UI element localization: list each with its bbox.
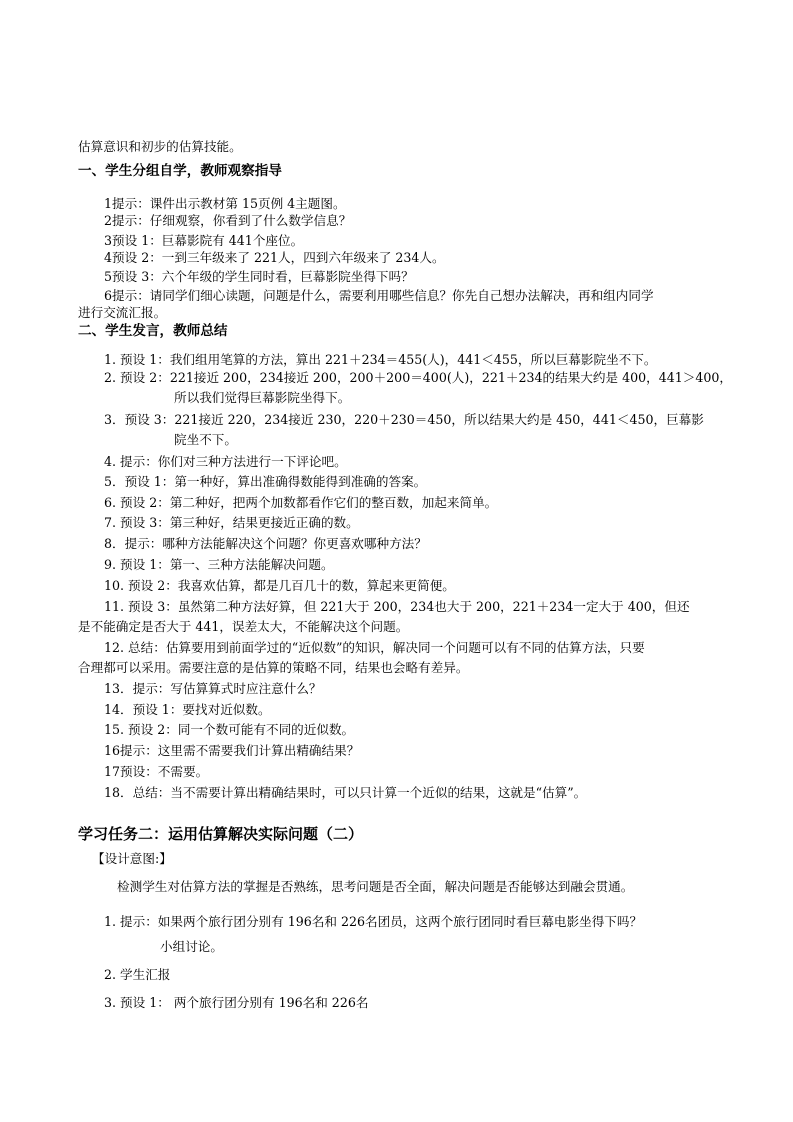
section2-line: 6. 预设 2：第二种好，把两个加数都看作它们的整百数，加起来简单。 — [104, 495, 498, 510]
section1-line: 进行交流汇报。 — [78, 305, 167, 320]
section1-line: 5预设 3：六个年级的学生同时看，巨幕影院坐得下吗？ — [104, 269, 414, 284]
section2-line: 18．总结：当不需要计算出精确结果时，可以只计算一个近似的结果，这就是“估算”。 — [104, 785, 587, 800]
section1-line: 3预设 1：巨幕影院有 441个座位。 — [104, 233, 304, 248]
section2-line: 是不能确定是否大于 441，误差太大，不能解决这个问题。 — [78, 619, 409, 634]
task2-line: 2. 学生汇报 — [104, 967, 171, 982]
section2-line: 所以我们觉得巨幕影院坐得下。 — [174, 390, 351, 405]
section2-line: 10. 预设 2：我喜欢估算，都是几百几十的数，算起来更简便。 — [104, 578, 455, 593]
section2-line: 4. 提示：你们对三种方法进行一下评论吧。 — [104, 454, 347, 469]
intro-text: 估算意识和初步的估算技能。 — [78, 139, 242, 154]
section2-line: 16提示：这里需不需要我们计算出精确结果？ — [104, 743, 360, 758]
section1-line: 2提示：仔细观察，你看到了什么数学信息？ — [104, 213, 352, 228]
section2-line: 5．预设 1：第一种好，算出准确得数能得到准确的答案。 — [104, 474, 427, 489]
section1-line: 6提示：请同学们细心读题，问题是什么，需要利用哪些信息？你先自己想办法解决，再和组内同学 — [104, 288, 654, 303]
design-intent-label: 【设计意图:】 — [92, 851, 172, 866]
section2-line: 3．预设 3：221接近 220，234接近 230，220＋230＝450，所以结果大约是 450，441＜450，巨幕影 — [104, 412, 704, 427]
section2-line: 11. 预设 3：虽然第二种方法好算，但 221大于 200，234也大于 200，221＋234一定大于 400，但还 — [104, 599, 690, 614]
section1-line: 1提示：课件出示教材第 15页例 4主题图。 — [104, 196, 346, 211]
section2-line: 8．提示：哪种方法能解决这个问题？你更喜欢哪种方法？ — [104, 536, 427, 551]
task2-line: 小组讨论。 — [160, 939, 223, 954]
task2-heading: 学习任务二：运用估算解决实际问题（二） — [78, 825, 364, 843]
section2-line: 合理都可以采用。需要注意的是估算的策略不同，结果也会略有差异。 — [78, 660, 469, 675]
section2-line: 院坐不下。 — [174, 432, 237, 447]
task2-line: 3. 预设 1： 两个旅行团分别有 196名和 226名 — [104, 995, 369, 1010]
section2-line: 2. 预设 2：221接近 200，234接近 200，200＋200＝400(人)，221＋234的结果大约是 400，441＞400， — [104, 370, 732, 385]
section2-line: 1. 预设 1：我们组用笔算的方法，算出 221＋234＝455(人)，441＜455，所以巨幕影院坐不下。 — [104, 352, 657, 367]
section2-heading: 二、学生发言，教师总结 — [78, 323, 228, 339]
section2-line: 7. 预设 3：第三种好，结果更接近正确的数。 — [104, 515, 359, 530]
section1-line: 4预设 2：一到三年级来了 221人，四到六年级来了 234人。 — [104, 250, 445, 265]
task2-line: 1. 提示：如果两个旅行团分别有 196名和 226名团员，这两个旅行团同时看巨幕电影坐得下吗？ — [104, 914, 643, 929]
section1-heading: 一、学生分组自学，教师观察指导 — [78, 163, 282, 179]
section2-line: 14．预设 1：要找对近似数。 — [104, 702, 271, 717]
section2-line: 17预设：不需要。 — [104, 764, 209, 779]
design-intent-text: 检测学生对估算方法的掌握是否熟练，思考问题是否全面，解决问题是否能够达到融会贯通。 — [117, 879, 634, 894]
section2-line: 9. 预设 1：第一、三种方法能解决问题。 — [104, 557, 334, 572]
section2-line: 15. 预设 2：同一个数可能有不同的近似数。 — [104, 722, 355, 737]
section2-line: 12. 总结：估算要用到前面学过的“近似数”的知识，解决同一个问题可以有不同的估算方法，只要 — [104, 640, 645, 655]
section2-line: 13．提示：写估算算式时应注意什么？ — [104, 681, 322, 696]
